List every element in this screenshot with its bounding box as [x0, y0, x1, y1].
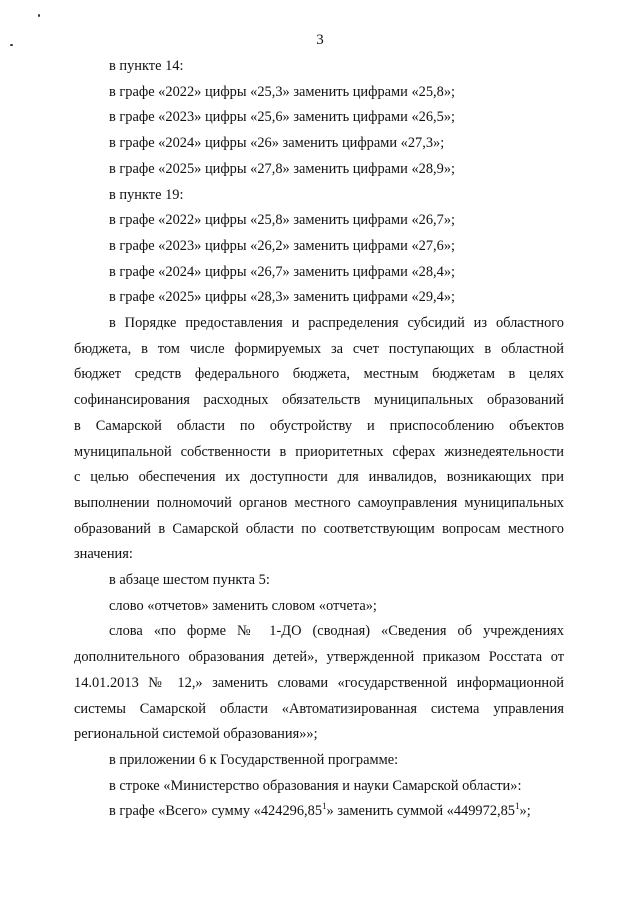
text-line: в графе «2025» цифры «27,8» заменить цифрами «28,9»;: [109, 160, 456, 177]
text-line: в графе «2024» цифры «26» заменить цифрами «27,3»;: [109, 135, 445, 152]
text-line: муниципальной собственности в приоритетных сферах жизнедеятельности: [74, 443, 564, 460]
footnote-marker: 1: [515, 801, 520, 812]
scan-speck: [38, 14, 40, 17]
text-line: в приложении 6 к Государственной программе:: [109, 751, 399, 768]
final-text-part: »;: [519, 803, 531, 820]
final-text-part: в графе «Всего» сумму «424296,85: [109, 803, 323, 820]
text-line: в Порядке предоставления и распределения субсидий из областного: [109, 315, 564, 332]
text-line: выполнении полномочий органов местного самоуправления муниципальных: [74, 494, 564, 511]
text-line: в строке «Министерство образования и науки Самарской области»:: [109, 777, 522, 794]
final-text-part: » заменить суммой «449972,85: [326, 803, 516, 820]
text-line: в графе «2022» цифры «25,8» заменить цифрами «26,7»;: [109, 212, 456, 229]
text-line: в графе «2023» цифры «26,2» заменить цифрами «27,6»;: [109, 237, 456, 254]
text-line: слово «отчетов» заменить словом «отчета»;: [109, 597, 377, 614]
text-line: в пункте 19:: [109, 186, 184, 203]
text-line: образований в Самарской области по соответствующим вопросам местного: [74, 520, 564, 537]
footnote-marker: 1: [322, 801, 327, 812]
text-line: с целью обеспечения их доступности для инвалидов, возникающих при: [74, 469, 564, 486]
text-line: в графе «2022» цифры «25,3» заменить цифрами «25,8»;: [109, 83, 456, 100]
document-body: [74, 54, 564, 825]
text-line: слова «по форме № 1-ДО (сводная) «Сведения об учреждениях: [109, 623, 564, 640]
text-line: софинансирования расходных обязательств муниципальных образований: [74, 392, 564, 409]
text-line: 14.01.2013 № 12,» заменить словами «государственной информационной: [74, 674, 564, 691]
text-line: дополнительного образования детей», утвержденной приказом Росстата от: [74, 649, 564, 666]
text-line: бюджета, в том числе формируемых за счет поступающих в областной: [74, 340, 564, 357]
text-line: системы Самарской области «Автоматизированная система управления: [74, 700, 564, 717]
text-line: в графе «2024» цифры «26,7» заменить цифрами «28,4»;: [109, 263, 456, 280]
text-line-final: [74, 799, 564, 825]
text-line: в графе «2023» цифры «25,6» заменить цифрами «26,5»;: [109, 109, 456, 126]
text-line: в абзаце шестом пункта 5:: [109, 572, 270, 589]
text-line: бюджет средств федерального бюджета, местным бюджетам в целях: [74, 366, 564, 383]
text-line: региональной системой образования»»;: [74, 726, 318, 743]
page-number: 3: [316, 32, 324, 48]
text-line: в пункте 14:: [109, 58, 184, 74]
text-line: в Самарской области по обустройству и приспособлению объектов: [74, 417, 564, 434]
scan-speck: [10, 44, 13, 46]
text-line: в графе «2025» цифры «28,3» заменить цифрами «29,4»;: [109, 289, 456, 306]
text-line: значения:: [74, 546, 133, 563]
